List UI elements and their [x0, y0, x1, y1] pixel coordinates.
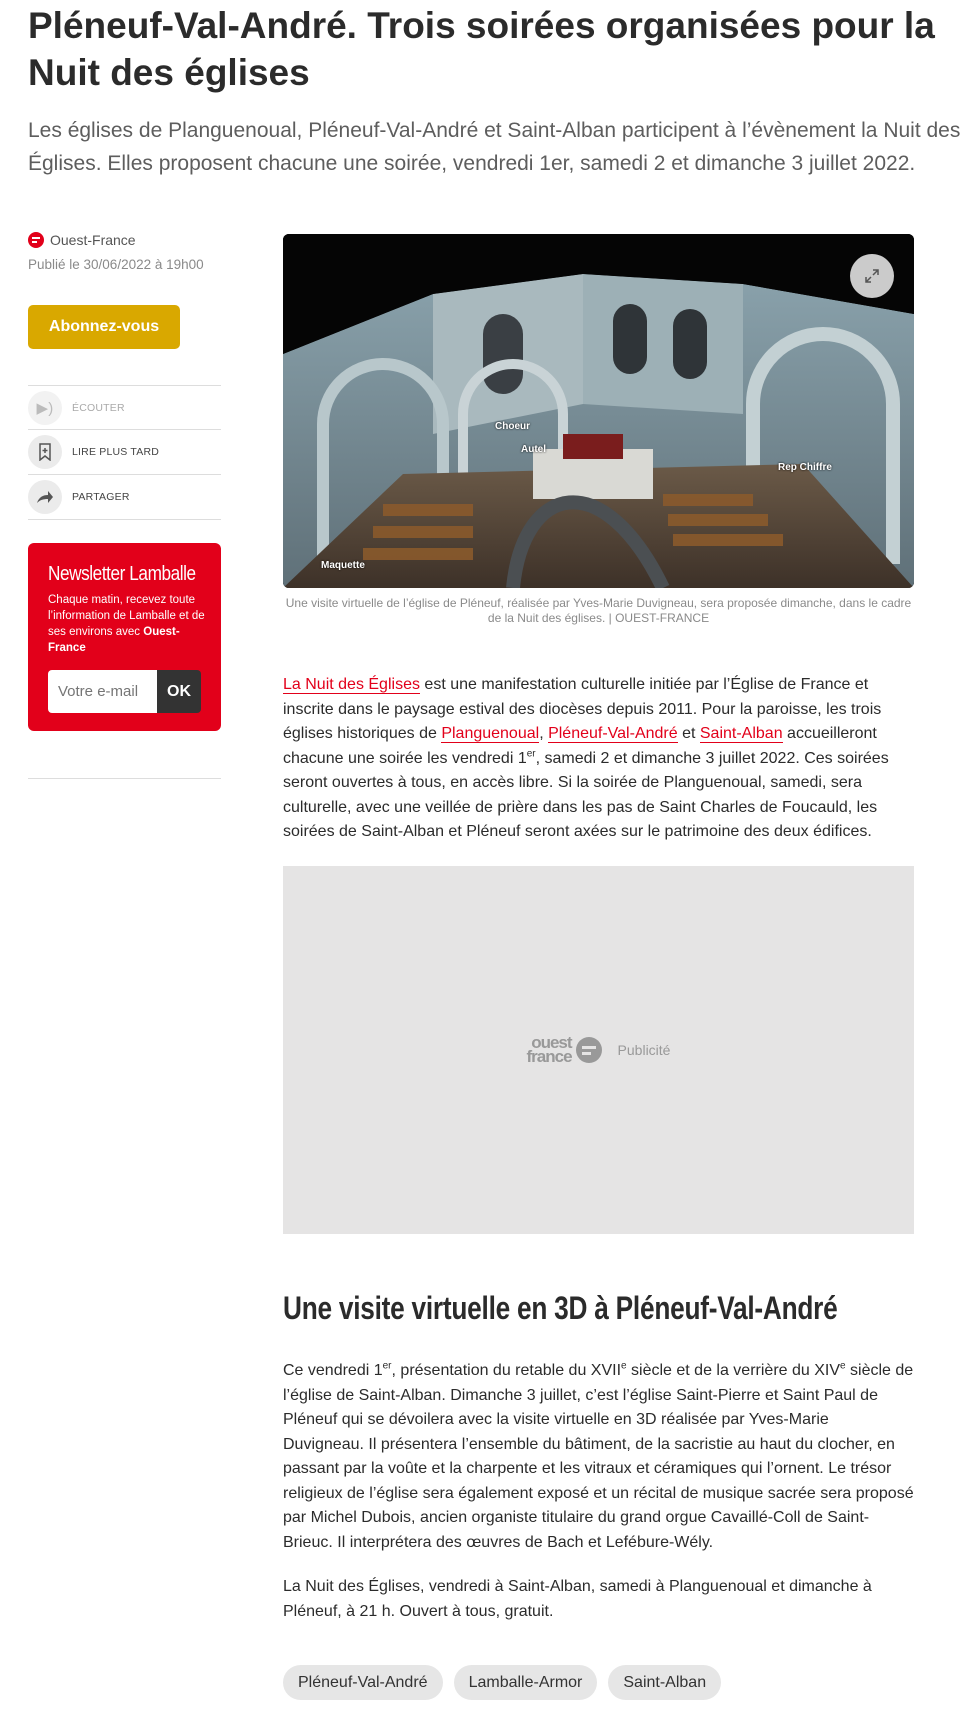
source-byline [28, 232, 136, 248]
ouest-france-logo-icon [576, 1037, 602, 1063]
ad-label: Publicité [617, 1042, 671, 1058]
scene-label-rep: Rep Chiffre [778, 462, 832, 473]
link-nuit-des-eglises[interactable]: La Nuit des Églises [283, 676, 420, 693]
newsletter-title: Newsletter Lamballe [48, 563, 196, 585]
church-virtual-tour-image [283, 234, 914, 588]
read-later-action[interactable] [28, 430, 221, 475]
newsletter-form [48, 670, 201, 713]
tag-lamballe-armor[interactable]: Lamballe-Armor [454, 1665, 598, 1700]
sidebar-divider [28, 778, 221, 779]
listen-action[interactable] [28, 385, 221, 430]
ouest-france-logo-icon [28, 232, 44, 248]
newsletter-email-input[interactable] [48, 670, 157, 713]
listen-label: ÉCOUTER [72, 401, 125, 414]
bookmark-icon [28, 435, 62, 469]
tag-saint-alban[interactable]: Saint-Alban [608, 1665, 721, 1700]
link-planguenoual[interactable]: Planguenoual [441, 725, 540, 742]
newsletter-box [28, 543, 221, 731]
share-icon [28, 480, 62, 514]
audio-icon: ▶) [28, 391, 62, 425]
newsletter-text: Chaque matin, recevez toute l’information de Lamballe et de ses environs avec Ouest-France [48, 594, 205, 654]
share-label: PARTAGER [72, 491, 130, 503]
share-action[interactable] [28, 475, 221, 520]
link-pleneuf-val-andre[interactable]: Pléneuf-Val-André [548, 725, 678, 742]
tag-pleneuf-val-andre[interactable]: Pléneuf-Val-André [283, 1665, 443, 1700]
scene-label-choeur: Choeur [495, 421, 530, 432]
subscribe-button[interactable]: Abonnez-vous [28, 305, 180, 349]
article-actions [28, 385, 221, 520]
scene-label-autel: Autel [521, 444, 546, 455]
publish-date: Publié le 30/06/2022 à 19h00 [28, 257, 204, 272]
tag-list [283, 1665, 721, 1700]
section-heading: Une visite virtuelle en 3D à Pléneuf-Val-André [283, 1290, 838, 1326]
newsletter-submit-button[interactable]: OK [157, 670, 201, 713]
article-lead: Les églises de Planguenoual, Pléneuf-Val-André et Saint-Alban participent à l’évènement la Nuit des Églises. Elles proposent chacune une soirée, vendredi 1er, samedi 2 et dimanche 3 juillet 2022. [28, 119, 961, 175]
article-paragraph-3: La Nuit des Églises, vendredi à Saint-Alban, samedi à Planguenoual et dimanche à Pléneuf, à 21 h. Ouvert à tous, gratuit. [283, 1578, 872, 1620]
article-title: Pléneuf-Val-André. Trois soirées organisées pour la Nuit des églises [28, 5, 935, 93]
link-saint-alban[interactable]: Saint-Alban [699, 725, 783, 742]
scene-label-maquette: Maquette [321, 560, 365, 571]
image-caption: Une visite virtuelle de l’église de Pléneuf, réalisée par Yves-Marie Duvigneau, sera proposée dimanche, dans le cadre de la Nuit des églises. | OUEST-FRANCE [285, 596, 912, 625]
article-paragraph-1: La Nuit des Églises est une manifestation culturelle initiée par l’Église de France et inscrite dans le paysage estival des diocèses depuis 2011. Pour la paroisse, les trois églises historiques de Planguenoual, Pléneuf-Val-André et Saint-Alban accueilleront chacune une soirée les vendredi 1er, samedi 2 et dimanche 3 juillet 2022. Ces soirées seront ouvertes à tous, en accès libre. Si la soirée de Planguenoual, samedi, sera culturelle, avec une veillée de prière dans les pas de Saint Charles de Foucauld, les soirées de Saint-Alban et Pléneuf seront axées sur le patrimoine des deux édifices. [283, 676, 889, 840]
article-paragraph-2: Ce vendredi 1er, présentation du retable du XVIIe siècle et de la verrière du XIVe siècle de l’église de Saint-Alban. Dimanche 3 juillet, c’est l’église Saint-Pierre et Saint Paul de Pléneuf qui se dévoilera avec la visite virtuelle en 3D réalisée par Yves-Marie Duvigneau. Il présentera l’ensemble du bâtiment, de la sacristie au haut du clocher, en passant par la voûte et la charpente et les vitraux et céramiques qui l’ornent. Le trésor religieux de l’église sera également exposé et un récital de musique sacrée sera proposé par Michel Dubois, ancien organiste titulaire du grand orgue Cavaillé-Coll de Saint-Brieuc. Il interprétera des œuvres de Bach et Lefébure-Wély. [283, 1360, 914, 1551]
advertisement-slot[interactable] [283, 866, 914, 1234]
source-name[interactable]: Ouest-France [50, 232, 136, 248]
article-image[interactable] [283, 234, 914, 588]
expand-icon[interactable] [850, 254, 894, 298]
read-later-label: LIRE PLUS TARD [72, 446, 160, 458]
ouest-france-ad-logo: ouest france [527, 1036, 602, 1064]
